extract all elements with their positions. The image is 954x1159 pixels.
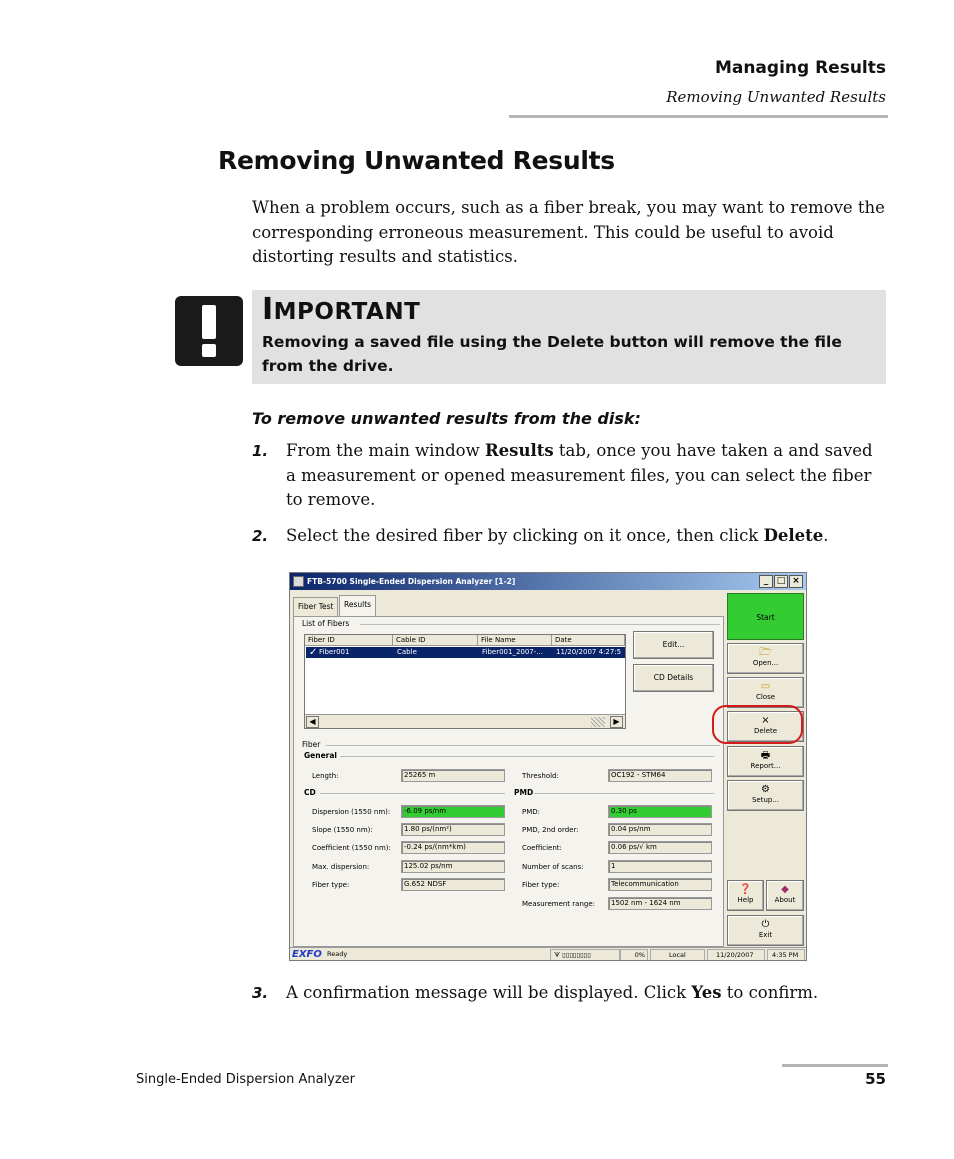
maximize-button[interactable]: □ <box>774 575 788 588</box>
dispersion-value: -6.09 ps/nm <box>401 805 505 818</box>
fiber-group-label: Fiber <box>302 740 323 749</box>
exit-button[interactable]: ⏻ Exit <box>727 915 804 946</box>
scroll-right-icon[interactable]: ▶ <box>610 716 623 728</box>
step-number: 1. <box>252 442 269 460</box>
edit-button[interactable]: Edit... <box>633 631 714 659</box>
about-icon: ◆ <box>781 884 789 895</box>
column-header-fiber-id[interactable]: Fiber ID <box>305 635 393 646</box>
help-icon: ❓ <box>739 884 752 895</box>
delete-button[interactable]: × Delete <box>727 711 804 742</box>
status-icons: ᗐ ▯▯▯▯▯▯▯▯ <box>550 949 620 961</box>
start-button[interactable]: Start <box>727 593 804 640</box>
column-header-file-name[interactable]: File Name <box>478 635 552 646</box>
minimize-button[interactable]: _ <box>759 575 773 588</box>
setup-icon: ⚙ <box>761 784 770 795</box>
list-of-fibers-label: List of Fibers <box>302 619 352 628</box>
column-header-date[interactable]: Date <box>552 635 625 646</box>
delete-x-icon: × <box>761 715 770 726</box>
close-button[interactable]: ▭ Close <box>727 677 804 708</box>
length-value: 25265 m <box>401 769 505 782</box>
intro-paragraph: When a problem occurs, such as a fiber break, you may want to remove the corresponding erroneous measurement. This could be useful to avoid distorting results and statistics. <box>252 198 885 266</box>
measurement-range-value: 1502 nm - 1624 nm <box>608 897 712 910</box>
open-button[interactable]: 🗁 Open... <box>727 643 804 674</box>
scroll-left-icon[interactable]: ◀ <box>306 716 319 728</box>
fiber-list[interactable] <box>304 634 626 729</box>
running-header-section: Removing Unwanted Results <box>666 88 886 106</box>
close-window-button[interactable]: × <box>789 575 803 588</box>
status-bar: EXFO Ready ᗐ ▯▯▯▯▯▯▯▯ 0% Local 11/20/2007 4:35 PM <box>290 947 806 961</box>
table-row[interactable]: ✓ Fiber001 Cable Fiber001_2007-... 11/20/2007 4:27:5 <box>306 647 625 658</box>
footer-product-name: Single-Ended Dispersion Analyzer <box>136 1072 356 1087</box>
important-box <box>252 290 886 384</box>
running-header-chapter: Managing Results <box>714 58 886 78</box>
tab-results[interactable]: Results <box>339 595 376 616</box>
scans-value: 1 <box>608 860 712 873</box>
pmd-value: 0.30 ps <box>608 805 712 818</box>
important-text: Removing a saved file using the Delete button will remove the file from the drive. <box>262 333 842 375</box>
pmd-coefficient-value: 0.06 ps/√ km <box>608 841 712 854</box>
max-dispersion-value: 125.02 ps/nm <box>401 860 505 873</box>
power-icon: ⏻ <box>761 919 770 930</box>
header-rule <box>509 115 888 118</box>
window-titlebar <box>290 573 806 590</box>
step-number: 3. <box>252 984 269 1002</box>
important-icon <box>175 296 243 366</box>
horizontal-scrollbar[interactable] <box>305 714 625 728</box>
procedure-title: To remove unwanted results from the disk: <box>252 409 641 428</box>
page-title: Removing Unwanted Results <box>218 146 615 175</box>
about-button[interactable]: ◆ About <box>766 880 804 911</box>
cd-details-button[interactable]: CD Details <box>633 664 714 692</box>
app-icon <box>293 576 304 587</box>
delete-highlight-circle <box>712 705 803 744</box>
step-number: 2. <box>252 527 269 545</box>
help-button[interactable]: ❓ Help <box>727 880 764 911</box>
fiber-type-value: G.652 NDSF <box>401 878 505 891</box>
pmd2-value: 0.04 ps/nm <box>608 823 712 836</box>
app-screenshot: FTB-5700 Single-Ended Dispersion Analyzer [1-2] _ □ × Fiber Test Results List of Fibers Fiber ID Cable ID File Name Date ✓ Fiber001 Cable Fiber001_2007-... 11/20/2007 4:27:5 ◀ ▶ Edit... CD Details Start 🗁 Open... ▭ Close × Delete 🖶 Report... ⚙ Setup... ❓ Help ◆ About ⏻ Exit Fiber General Length: 25265 m Threshold: OC192 - STM64 CD PMD Dispersion (1550 nm): -6.09 ps/nm PMD: 0.30 ps Slope (1550 nm): 1.80 ps/(nm²) PMD, 2nd order: 0.04 ps/nm Coefficient (1550 nm): -0.24 ps/(nm*km) Coefficient: 0.06 ps/√ km Max. dispersion: 125.02 ps/nm Number of scans: 1 Fiber type: G.652 NDSF Fiber type: Telecommunication Measurement range: 1502 nm - 1624 nm EXFO Ready ᗐ ▯▯▯▯▯▯▯▯ 0% Local 11/20/2007 4:35 PM <box>289 572 807 961</box>
report-button[interactable]: 🖶 Report... <box>727 746 804 777</box>
scroll-grip[interactable] <box>591 717 605 727</box>
cd-group-label: CD <box>304 788 319 797</box>
footer-rule <box>782 1064 888 1067</box>
column-header-cable-id[interactable]: Cable ID <box>393 635 478 646</box>
folder-icon: ▭ <box>760 681 771 692</box>
page-number: 55 <box>865 1070 886 1088</box>
tab-fiber-test[interactable]: Fiber Test <box>293 597 338 616</box>
setup-button[interactable]: ⚙ Setup... <box>727 780 804 811</box>
report-icon: 🖶 <box>760 750 771 761</box>
exfo-logo: EXFO <box>292 949 322 960</box>
cd-coefficient-value: -0.24 ps/(nm*km) <box>401 841 505 854</box>
fiber-type2-value: Telecommunication <box>608 878 712 891</box>
check-icon: ✓ <box>309 647 318 658</box>
threshold-value: OC192 - STM64 <box>608 769 712 782</box>
important-title: IMPORTANT <box>262 292 421 327</box>
pmd-group-label: PMD <box>514 788 536 797</box>
slope-value: 1.80 ps/(nm²) <box>401 823 505 836</box>
folder-open-icon: 🗁 <box>759 647 772 658</box>
general-group-label: General <box>304 751 340 760</box>
window-title: FTB-5700 Single-Ended Dispersion Analyzer [1-2] <box>307 577 516 586</box>
